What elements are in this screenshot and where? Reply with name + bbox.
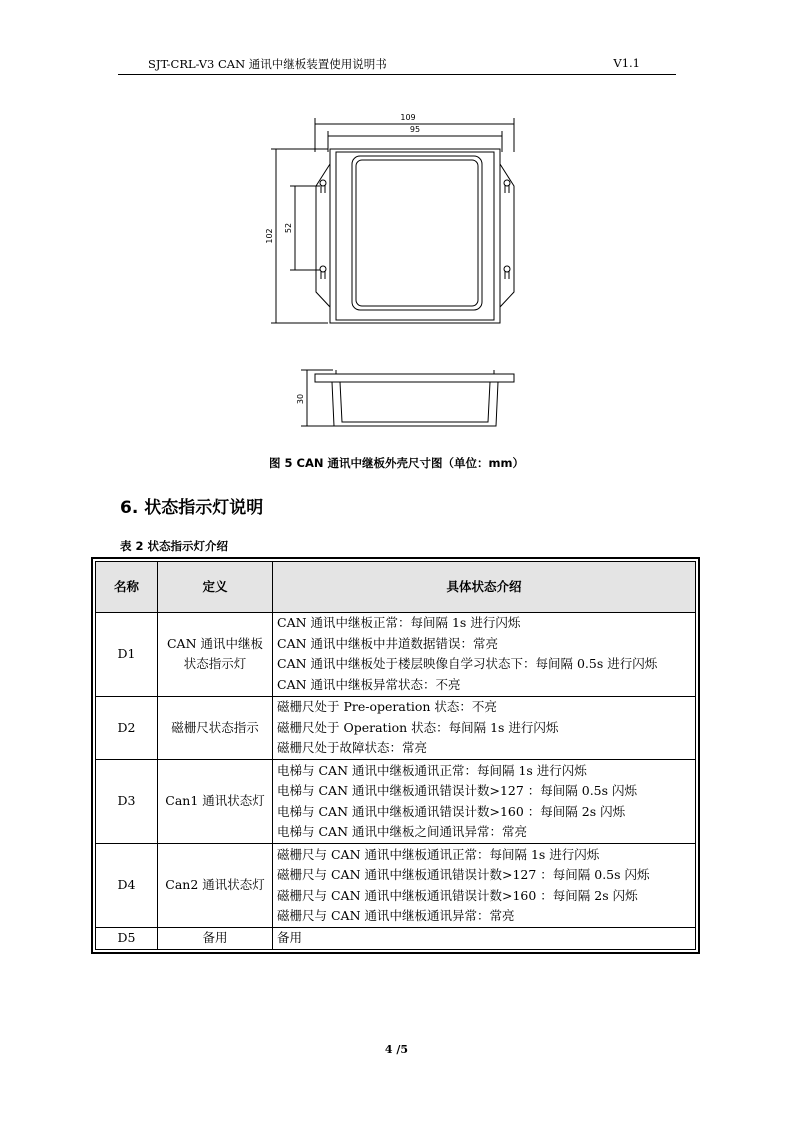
cell-definition: 备用: [158, 928, 273, 950]
dim-label-95: 95: [409, 125, 421, 134]
dim-label-30: 30: [296, 393, 305, 405]
state-line: 电梯与 CAN 通讯中继板通讯错误计数>160 ：每间隔 2s 闪烁: [277, 803, 626, 819]
cell-name: D3: [96, 760, 158, 844]
header-states: 具体状态介绍: [273, 562, 696, 613]
state-line: 电梯与 CAN 通讯中继板通讯错误计数>127 ：每间隔 0.5s 闪烁: [277, 783, 638, 799]
cell-name: D2: [96, 696, 158, 759]
state-line: CAN 通讯中继板处于楼层映像自学习状态下：每间隔 0.5s 进行闪烁: [277, 656, 658, 672]
dim-label-102: 102: [265, 228, 274, 244]
cell-name: D5: [96, 928, 158, 950]
status-indicator-table: [91, 557, 700, 954]
cell-states: [273, 844, 696, 928]
state-line: 磁栅尺与 CAN 通讯中继板通讯错误计数>160 ：每间隔 2s 闪烁: [277, 887, 638, 903]
cell-states: [273, 696, 696, 759]
state-line: CAN 通讯中继板异常状态：不亮: [277, 676, 461, 692]
state-line: 电梯与 CAN 通讯中继板通讯正常：每间隔 1s 进行闪烁: [277, 762, 587, 778]
table-row: [96, 844, 696, 928]
state-line: 磁栅尺与 CAN 通讯中继板通讯异常：常亮: [277, 908, 515, 924]
state-line: CAN 通讯中继板中井道数据错误：常亮: [277, 635, 499, 651]
cell-definition: 磁栅尺状态指示: [158, 696, 273, 759]
dim-label-109: 109: [400, 113, 416, 122]
state-line: 磁栅尺处于 Operation 状态：每间隔 1s 进行闪烁: [277, 719, 559, 735]
state-line: 备用: [277, 930, 303, 946]
cell-definition: Can2 通讯状态灯: [158, 844, 273, 928]
header-name: 名称: [96, 562, 158, 613]
table-row: [96, 696, 696, 759]
state-line: 电梯与 CAN 通讯中继板之间通讯异常：常亮: [277, 824, 527, 840]
enclosure-outline: [316, 149, 514, 323]
section-title: 6. 状态指示灯说明: [120, 498, 264, 518]
cell-states: [273, 928, 696, 950]
state-line: CAN 通讯中继板正常：每间隔 1s 进行闪烁: [277, 615, 521, 631]
table-header-row: [96, 562, 696, 613]
state-line: 磁栅尺与 CAN 通讯中继板通讯正常：每间隔 1s 进行闪烁: [277, 846, 600, 862]
document-title: SJT-CRL-V3 CAN 通讯中继板装置使用说明书: [148, 57, 387, 71]
table-row: [96, 760, 696, 844]
cell-states: [273, 760, 696, 844]
dim-label-52: 52: [284, 222, 293, 234]
enclosure-window: [352, 156, 482, 310]
page-header: [118, 56, 676, 75]
enclosure-side-view: [315, 374, 514, 382]
figure-caption: 图 5 CAN 通讯中继板外壳尺寸图（单位：mm）: [269, 456, 524, 470]
state-line: 磁栅尺与 CAN 通讯中继板通讯错误计数>127 ：每间隔 0.5s 闪烁: [277, 867, 650, 883]
cell-definition: CAN 通讯中继板状态指示灯: [158, 613, 273, 697]
page-number: 4 /5: [384, 1043, 409, 1056]
document-version: V1.1: [613, 56, 640, 70]
cell-states: [273, 613, 696, 697]
enclosure-dimension-drawing: [258, 104, 538, 444]
cell-name: D1: [96, 613, 158, 697]
cell-definition: Can1 通讯状态灯: [158, 760, 273, 844]
header-definition: 定义: [158, 562, 273, 613]
table-row: [96, 613, 696, 697]
cell-name: D4: [96, 844, 158, 928]
state-line: 磁栅尺处于 Pre-operation 状态：不亮: [277, 699, 497, 715]
state-line: 磁栅尺处于故障状态：常亮: [277, 740, 428, 756]
table-row: [96, 928, 696, 950]
table-caption: 表 2 状态指示灯介绍: [120, 539, 229, 553]
